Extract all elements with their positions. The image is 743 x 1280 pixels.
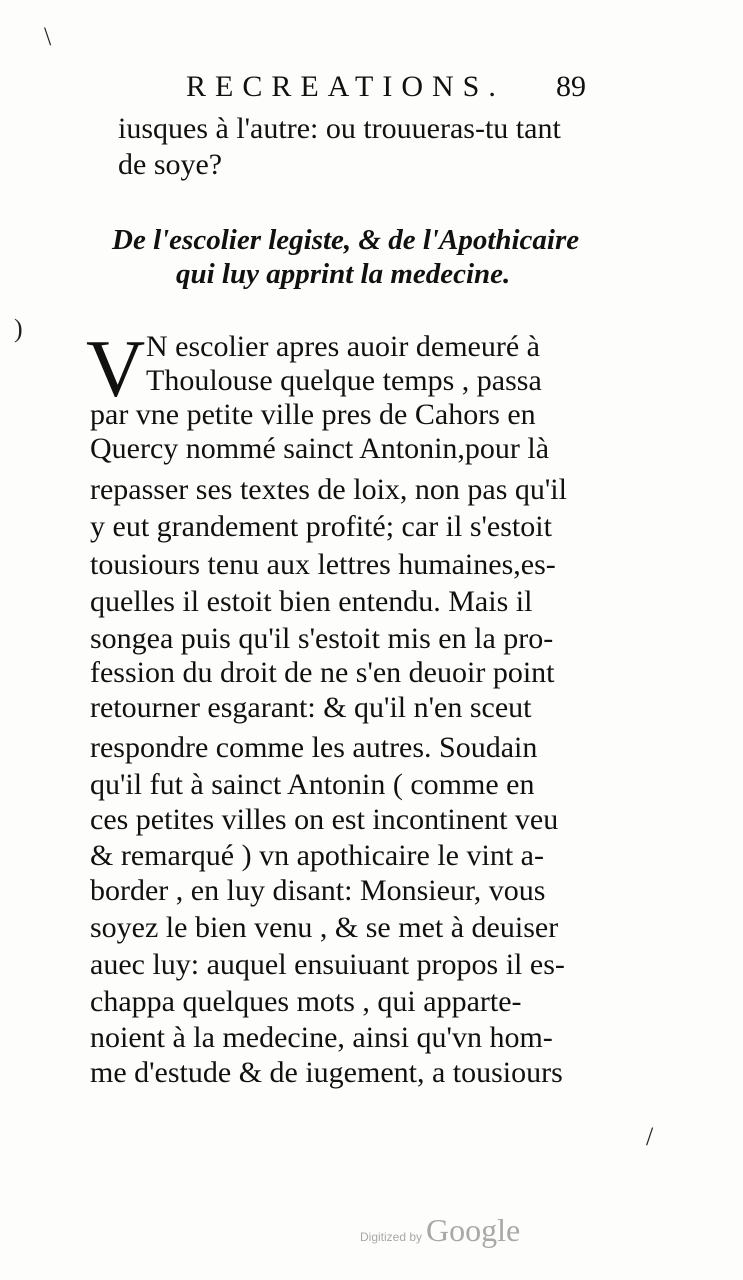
body-line: songea puis qu'il s'estoit mis en la pro- bbox=[90, 622, 554, 655]
body-line: tousiours tenu aux lettres humaines,es- bbox=[90, 548, 556, 581]
body-line: soyez le bien venu , & se met à deuiser bbox=[90, 911, 559, 944]
scan-mark: \ bbox=[44, 22, 52, 51]
watermark-brand: Google bbox=[426, 1212, 521, 1248]
scan-mark: / bbox=[646, 1122, 654, 1151]
body-line: qu'il fut à sainct Antonin ( comme en bbox=[90, 768, 535, 801]
body-line: border , en luy disant: Monsieur, vous bbox=[90, 874, 546, 907]
running-title: RECREATIONS. bbox=[186, 70, 505, 103]
body-line: quelles il estoit bien entendu. Mais il bbox=[90, 585, 533, 618]
continuation-line: de soye? bbox=[118, 148, 223, 181]
body-line: ces petites villes on est incontinent veu bbox=[90, 803, 559, 836]
scan-mark: ) bbox=[14, 314, 23, 343]
body-line: me d'estude & de iugement, a tousiours bbox=[90, 1056, 563, 1089]
body-line: respondre comme les autres. Soudain bbox=[90, 731, 538, 764]
body-line: par vne petite ville pres de Cahors en bbox=[90, 398, 536, 431]
watermark-prefix: Digitized by bbox=[360, 1230, 423, 1244]
body-line: auec luy: auquel ensuiuant propos il es- bbox=[90, 948, 565, 981]
body-line: fession du droit de ne s'en deuoir point bbox=[90, 656, 555, 689]
body-line: retourner esgarant: & qu'il n'en sceut bbox=[90, 691, 532, 724]
body-line: repasser ses textes de loix, non pas qu'il bbox=[90, 473, 567, 506]
body-line: Quercy nommé sainct Antonin,pour là bbox=[90, 432, 550, 465]
continuation-line: iusques à l'autre: ou trouueras-tu tant bbox=[118, 112, 561, 145]
body-line: N escolier apres auoir demeuré à bbox=[146, 330, 540, 363]
section-heading-line: De l'escolier legiste, & de l'Apothicaire bbox=[112, 224, 580, 256]
body-line: chappa quelques mots , qui apparte- bbox=[90, 985, 522, 1018]
body-line: & remarqué ) vn apothicaire le vint a- bbox=[90, 839, 544, 872]
body-line: Thoulouse quelque temps , passa bbox=[146, 364, 542, 397]
drop-cap: V bbox=[86, 323, 146, 414]
page-number: 89 bbox=[556, 70, 586, 103]
body-line: y eut grandement profité; car il s'estoit bbox=[90, 510, 552, 543]
google-watermark bbox=[360, 1212, 520, 1249]
section-heading-line: qui luy apprint la medecine. bbox=[176, 258, 511, 290]
body-line: noient à la medecine, ainsi qu'vn hom- bbox=[90, 1021, 553, 1054]
